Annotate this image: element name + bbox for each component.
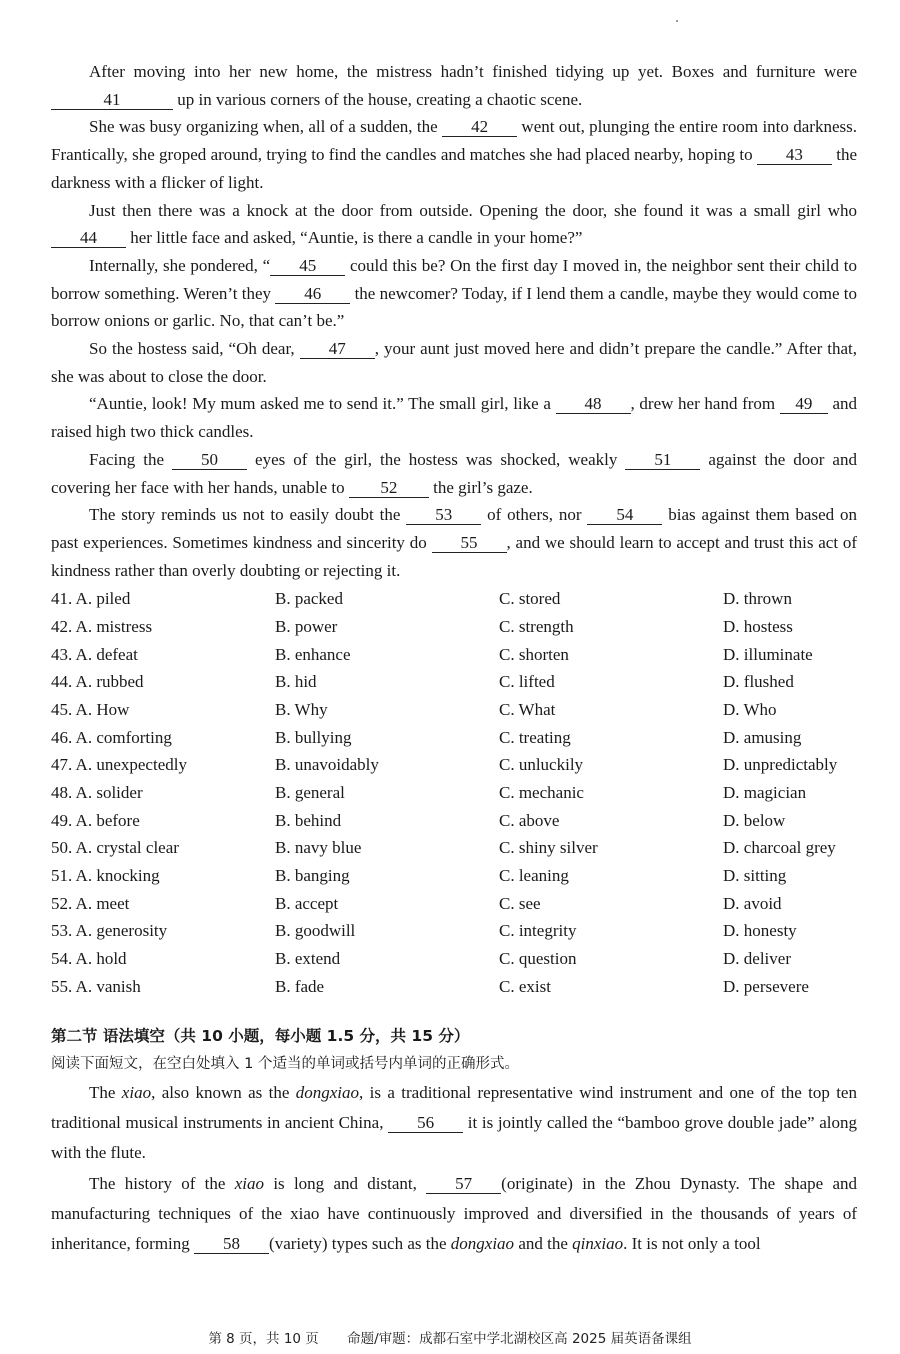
blank-45: 45 xyxy=(270,257,345,276)
option-c: C. see xyxy=(499,893,541,913)
option-a: 47. A. unexpectedly xyxy=(51,755,187,775)
option-row xyxy=(51,835,857,863)
paragraph-3: Just then there was a knock at the door from outside. Opening the door, she found it was a small girl who 44 her little face and asked, “Auntie, is there a candle in your home?” xyxy=(51,197,857,252)
blank-43: 43 xyxy=(757,146,832,165)
option-d: D. deliver xyxy=(723,949,791,969)
option-a: 52. A. meet xyxy=(51,893,130,913)
blank-57: 57 xyxy=(426,1175,501,1194)
option-b: B. enhance xyxy=(275,644,351,664)
option-a: 41. A. piled xyxy=(51,589,131,609)
option-d: D. sitting xyxy=(723,866,787,886)
option-a: 46. A. comforting xyxy=(51,727,172,747)
paragraph-6: “Auntie, look! My mum asked me to send it.” The small girl, like a 48 , drew her hand from 49 and raised high two thick candles. xyxy=(51,394,858,442)
paragraph-2: She was busy organizing when, all of a sudden, the 42 went out, plunging the entire room into darkness. Frantically, she groped around, trying to find the candles and matches she had placed nearby, hoping to 43 the darkness with a flicker of light. xyxy=(51,117,857,192)
option-b: B. hid xyxy=(275,672,317,692)
blank-56: 56 xyxy=(388,1114,463,1133)
option-c: C. stored xyxy=(499,589,561,609)
blank-50: 50 xyxy=(172,451,247,470)
option-row xyxy=(51,779,857,807)
option-a: 48. A. solider xyxy=(51,783,143,803)
option-row xyxy=(51,668,857,696)
scan-speck xyxy=(676,20,678,22)
option-c: C. question xyxy=(499,949,577,969)
blank-58: 58 xyxy=(194,1235,269,1254)
footer-credit: 命题/审题：成都石室中学北湖校区高 2025 届英语备课组 xyxy=(347,1331,692,1347)
section-instruction: 阅读下面短文，在空白处填入 1 个适当的单词或括号内单词的正确形式。 xyxy=(51,1055,519,1072)
option-a: 54. A. hold xyxy=(51,949,127,969)
option-c: C. treating xyxy=(499,727,571,747)
option-d: D. flushed xyxy=(723,672,794,692)
blank-54: 54 xyxy=(587,506,662,525)
section-heading: 第二节 语法填空（共 10 小题，每小题 1.5 分，共 15 分） xyxy=(51,1026,470,1045)
option-d: D. amusing xyxy=(723,727,802,747)
grammar-passage xyxy=(51,1078,857,1260)
blank-42: 42 xyxy=(442,118,517,137)
paragraph-5: So the hostess said, “Oh dear, 47 , your aunt just moved here and didn’t prepare the candle.” After that, she was about to close the door. xyxy=(51,339,857,386)
option-a: 45. A. How xyxy=(51,699,130,719)
option-row xyxy=(51,945,857,973)
option-c: C. exist xyxy=(499,976,551,996)
page-number: 第 8 页，共 10 页 xyxy=(208,1331,319,1347)
paragraph-7: Facing the 50 eyes of the girl, the hostess was shocked, weakly 51 against the door and covering her face with her hands, unable to 52 the girl’s gaze. xyxy=(51,449,857,497)
option-b: B. bullying xyxy=(275,727,352,747)
option-b: B. packed xyxy=(275,589,343,609)
blank-44: 44 xyxy=(51,229,126,248)
option-c: C. shorten xyxy=(499,644,569,664)
option-b: B. accept xyxy=(275,893,339,913)
option-d: D. persevere xyxy=(723,976,809,996)
option-c: C. leaning xyxy=(499,866,569,886)
option-a: 42. A. mistress xyxy=(51,616,153,636)
option-d: D. honesty xyxy=(723,921,797,941)
option-c: C. lifted xyxy=(499,672,555,692)
option-c: C. What xyxy=(499,699,556,719)
option-a: 50. A. crystal clear xyxy=(51,838,179,858)
option-row xyxy=(51,807,857,835)
option-d: D. charcoal grey xyxy=(723,838,836,858)
option-d: D. avoid xyxy=(723,893,782,913)
option-c: C. mechanic xyxy=(499,783,584,803)
blank-47: 47 xyxy=(300,340,375,359)
option-a: 53. A. generosity xyxy=(51,921,168,941)
option-c: C. integrity xyxy=(499,921,577,941)
option-b: B. behind xyxy=(275,810,342,830)
option-row xyxy=(51,613,857,641)
option-b: B. extend xyxy=(275,949,341,969)
paragraph-1: After moving into her new home, the mistress hadn’t finished tidying up yet. Boxes and furniture were 41 up in various corners of the house, creating a chaotic scene. xyxy=(51,58,857,113)
exam-page xyxy=(51,58,857,1259)
option-a: 49. A. before xyxy=(51,810,140,830)
option-b: B. general xyxy=(275,783,345,803)
option-b: B. banging xyxy=(275,866,350,886)
page-footer xyxy=(0,1327,900,1347)
option-d: D. Who xyxy=(723,699,777,719)
option-a: 51. A. knocking xyxy=(51,866,160,886)
option-row xyxy=(51,890,857,918)
blank-46: 46 xyxy=(275,285,350,304)
option-d: D. unpredictably xyxy=(723,755,838,775)
paragraph-8: The story reminds us not to easily doubt the 53 of others, nor 54 bias against them based on past experiences. Sometimes kindness and sincerity do 55 , and we should learn to accept and trust this act of kindness rather than overly doubting or rejecting it. xyxy=(51,505,857,580)
option-a: 55. A. vanish xyxy=(51,976,141,996)
option-row xyxy=(51,696,857,724)
option-row xyxy=(51,585,857,613)
option-b: B. fade xyxy=(275,976,325,996)
blank-55: 55 xyxy=(432,534,507,553)
option-row xyxy=(51,862,857,890)
option-b: B. navy blue xyxy=(275,838,362,858)
option-c: C. above xyxy=(499,810,560,830)
option-b: B. goodwill xyxy=(275,921,356,941)
option-c: C. unluckily xyxy=(499,755,584,775)
option-c: C. strength xyxy=(499,616,574,636)
paragraph-4: Internally, she pondered, “ 45 could this be? On the first day I moved in, the neighbor sent their child to borrow something. Weren’t they 46 the newcomer? Today, if I lend them a candle, maybe they would come to borrow onions or garlic. No, that can’t be.” xyxy=(51,255,858,331)
blank-53: 53 xyxy=(406,506,481,525)
option-row xyxy=(51,918,857,946)
option-b: B. unavoidably xyxy=(275,755,379,775)
option-a: 44. A. rubbed xyxy=(51,672,144,692)
blank-52: 52 xyxy=(349,479,429,498)
option-b: B. power xyxy=(275,616,338,636)
option-d: D. below xyxy=(723,810,786,830)
option-row xyxy=(51,973,857,1001)
blank-41: 41 xyxy=(51,91,173,110)
blank-51: 51 xyxy=(625,451,700,470)
option-row xyxy=(51,751,857,779)
grammar-paragraph-1: The xiao, also known as the dongxiao, is a traditional representative wind instrument and one of the top ten traditional musical instruments in ancient China, 56 it is jointly called the “bamboo grove double jade” along with the flute. xyxy=(51,1082,857,1163)
option-d: D. illuminate xyxy=(723,644,813,664)
option-a: 43. A. defeat xyxy=(51,644,138,664)
blank-48: 48 xyxy=(556,395,631,414)
option-d: D. hostess xyxy=(723,616,793,636)
option-row xyxy=(51,724,857,752)
grammar-paragraph-2: The history of the xiao is long and distant, 57 (originate) in the Zhou Dynasty. The shape and manufacturing techniques of the xiao have continuously improved and diversified in the thousands of years of inheritance, forming 58 (variety) types such as the dongxiao and the qinxiao. It is not only a tool xyxy=(51,1173,857,1254)
cloze-passage xyxy=(51,58,857,584)
option-d: D. thrown xyxy=(723,589,792,609)
option-c: C. shiny silver xyxy=(499,838,598,858)
option-b: B. Why xyxy=(275,699,328,719)
option-row xyxy=(51,641,857,669)
blank-49: 49 xyxy=(780,395,828,414)
options-table xyxy=(51,585,857,1000)
option-d: D. magician xyxy=(723,783,807,803)
